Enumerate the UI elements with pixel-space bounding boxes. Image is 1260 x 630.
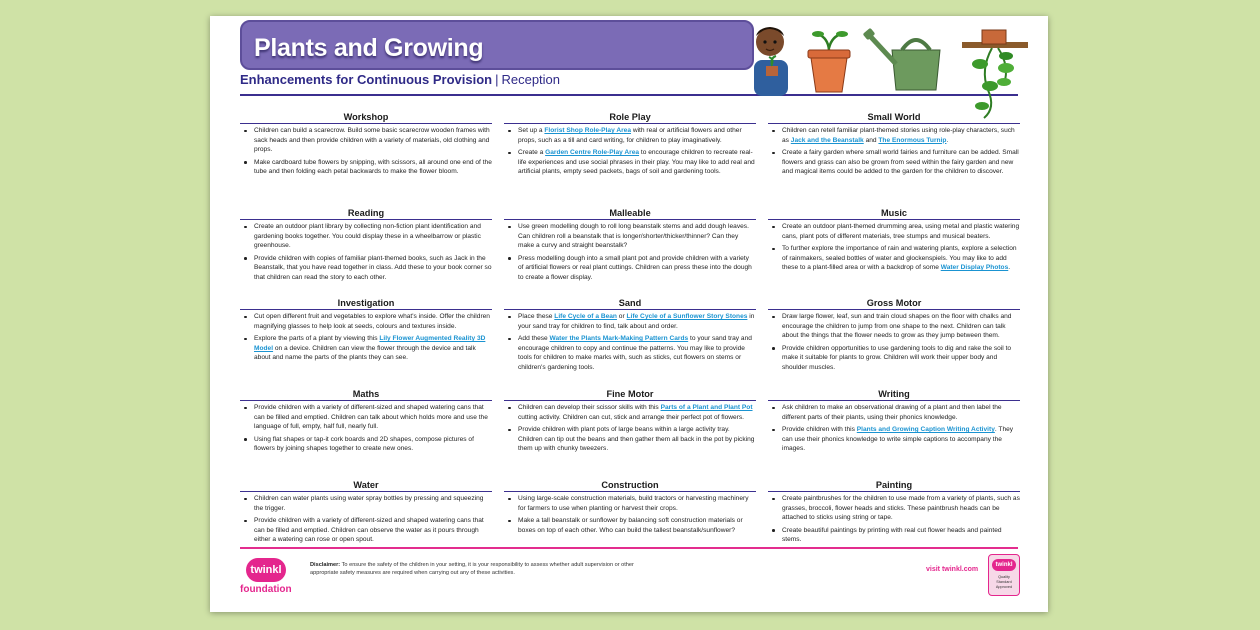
bullet-item xyxy=(504,334,756,372)
bullet-text: to your sand tray and encourage children to copy and continue the patterns. You may like to provide tools for children to make marks with, such as sticks, cut flowers on stems or children's gardening tools. xyxy=(518,335,752,371)
bullet-item xyxy=(240,222,492,251)
section-heading: Fine Motor xyxy=(504,388,756,401)
bullet-text: Press modelling dough into a small plant pot and provide children with a variety of artificial flowers or real plant cuttings. Children can press these into the dough to create a flower display. xyxy=(518,254,752,281)
bullet-text: in your sand tray for children to find, talk about and order. xyxy=(518,313,755,330)
footer-divider xyxy=(240,547,1018,549)
bullet-item xyxy=(768,494,1020,523)
bullet-list xyxy=(240,401,492,454)
resource-link[interactable]: Jack and the Beanstalk xyxy=(790,136,864,144)
section-gross-motor xyxy=(768,297,1020,376)
badge-logo-text: twinkl xyxy=(992,559,1016,571)
bullet-item xyxy=(504,148,756,177)
section-maths xyxy=(240,388,492,457)
bullet-text: Use green modelling dough to roll long beanstalk stems and add dough leaves. Can children roll a beanstalk that is longer/shorter/thicker/thinner? Can they make a curvy and straight beanstalk? xyxy=(518,223,749,250)
bullet-text: To further explore the importance of rain and watering plants, explore a selection of rainmakers, sealed bottles of water and glockenspiels. You may like to add these to a plant-filled area or with a backdrop of some xyxy=(782,245,1017,272)
section-painting xyxy=(768,479,1020,548)
disclaimer xyxy=(310,561,650,577)
disclaimer-label: Disclaimer: xyxy=(310,562,341,568)
logo-bottom-text: foundation xyxy=(240,584,292,595)
plant-pot-illustration xyxy=(804,20,854,96)
section-heading: Construction xyxy=(504,479,756,492)
bullet-list xyxy=(504,492,756,535)
bullet-item xyxy=(504,494,756,513)
bullet-text: or xyxy=(616,313,627,320)
bullet-item xyxy=(240,403,492,432)
bullet-item xyxy=(240,312,492,331)
bullet-text: Children can retell familiar plant-themed stories using role-play characters, such as xyxy=(782,127,1015,144)
section-heading: Sand xyxy=(504,297,756,310)
subtitle-stage: Reception xyxy=(501,72,561,87)
section-fine-motor xyxy=(504,388,756,457)
bullet-text: . xyxy=(946,136,949,144)
resource-link[interactable]: Lily Flower Augmented Reality 3D Model xyxy=(254,335,486,352)
bullet-item xyxy=(504,425,756,454)
section-music xyxy=(768,207,1020,276)
bullet-item xyxy=(240,494,492,513)
bullet-text: Draw large flower, leaf, sun and train cloud shapes on the floor with chalks and encourage the children to jump from one shape to the next. Children can talk about the things that the flower needs to grow as they jump between them. xyxy=(782,313,1012,340)
section-writing xyxy=(768,388,1020,457)
section-reading xyxy=(240,207,492,286)
section-heading: Reading xyxy=(240,207,492,220)
bullet-text: Children can develop their scissor skills with this xyxy=(518,404,661,411)
watering-can-illustration xyxy=(862,20,952,96)
bullet-text: Set up a xyxy=(518,127,545,134)
bullet-text: Provide children opportunities to use gardening tools to dig and rake the soil to make it suitable for plants to grow. Children will work their upper body and shoulder muscles. xyxy=(782,344,1012,371)
bullet-item xyxy=(768,425,1020,454)
bullet-item xyxy=(240,435,492,454)
activity-columns xyxy=(240,111,1020,547)
bullet-text: Create a fairy garden where small world fairies and furniture can be added. Small flowers and grass can also be grown from seed within the fairy garden and new and magical items could be added to the garden for the children to discover. xyxy=(782,149,1019,176)
bullet-text: Place these xyxy=(518,313,555,320)
logo-top-text: twinkl xyxy=(246,558,286,582)
bullet-list xyxy=(504,124,756,177)
bullet-text: Ask children to make an observational drawing of a plant and then label the different parts of their plants, using their phonics knowledge. xyxy=(782,404,1002,421)
quality-badge xyxy=(988,554,1020,596)
bullet-item xyxy=(504,254,756,283)
bullet-item xyxy=(504,222,756,251)
bullet-item xyxy=(768,344,1020,373)
bullet-item xyxy=(240,516,492,545)
bullet-list xyxy=(240,124,492,177)
bullet-text: Cut open different fruit and vegetables to explore what's inside. Offer the children magnifying glasses to help look at seeds, colours and textures inside. xyxy=(254,313,490,330)
bullet-item xyxy=(768,403,1020,422)
bullet-text: Create paintbrushes for the children to use made from a variety of plants, such as grasses, broccoli, flower heads and sticks. These paintbrush heads can be attached to sticks using string or tape. xyxy=(782,495,1020,522)
bullet-text: Make a tall beanstalk or sunflower by balancing soft construction materials or boxes on top of each other. Who can build the tallest beanstalk/sunflower? xyxy=(518,517,743,534)
bullet-item xyxy=(504,126,756,145)
bullet-text: Create beautiful paintings by printing with real cut flower heads and painted stems. xyxy=(782,526,1002,544)
twinkl-foundation-logo xyxy=(240,556,298,604)
bullet-item xyxy=(240,126,492,155)
disclaimer-text: To ensure the safety of the children in your setting, it is your responsibility to assess whether adult supervision or other appropriate safety measures are required when carrying out any of these activities. xyxy=(310,562,634,576)
bullet-text: Make cardboard tube flowers by snipping, with scissors, all around one end of the tube and then folding each petal backwards to make the flower bloom. xyxy=(254,158,492,176)
bullet-list xyxy=(504,310,756,373)
bullet-item xyxy=(768,312,1020,341)
section-heading: Gross Motor xyxy=(768,297,1020,310)
bullet-text: with real or artificial flowers and other props, such as a till and card writing, for children to play imaginatively. xyxy=(518,127,742,144)
bullet-text: Provide children with a variety of different-sized and shaped watering cans that can be filled and emptied. Children can observe the water as it pours through either a watering can rose or open spout. xyxy=(254,517,484,544)
resource-link[interactable]: The Enormous Turnip xyxy=(878,136,947,144)
bullet-item xyxy=(768,126,1020,145)
bullet-list xyxy=(768,310,1020,373)
bullet-text: Provide children with this xyxy=(782,426,857,434)
bullet-item xyxy=(240,334,492,363)
bullet-item xyxy=(768,244,1020,273)
section-workshop xyxy=(240,111,492,180)
page-title: Plants and Growing xyxy=(254,34,484,62)
resource-link[interactable]: Life Cycle of a Bean xyxy=(554,313,617,320)
document-page xyxy=(210,16,1048,612)
bullet-text: on a device. Children can view the flower through the device and talk about and name the parts of the plants they can see. xyxy=(254,344,476,362)
bullet-text: Children can build a scarecrow. Build some basic scarecrow wooden frames with sack heads and then provide children with a variety of materials, old clothing and props. xyxy=(254,127,490,154)
section-heading: Maths xyxy=(240,388,492,401)
bullet-text: Create a xyxy=(518,149,546,157)
bullet-text: Explore the parts of a plant by viewing this xyxy=(254,335,380,343)
bullet-list xyxy=(240,310,492,363)
section-construction xyxy=(504,479,756,538)
bullet-text: Provide children with plant pots of large beans within a large activity tray. Children can tip out the beans and then gather them all back in the pot by picking them up with chunky tweezers. xyxy=(518,426,755,453)
hanging-plant-illustration xyxy=(962,20,1028,120)
subtitle-main: Enhancements for Continuous Provision xyxy=(240,72,493,87)
bullet-text: Using flat shapes or tap-it cork boards and 2D shapes, compose pictures of flowers by joining shapes together to create new ones. xyxy=(254,435,474,453)
title-banner xyxy=(240,20,754,70)
section-heading: Small World xyxy=(768,111,1020,124)
bullet-text: Create an outdoor plant library by collecting non-fiction plant identification and gardening books together. You could display these in a wheelbarrow or plastic greenhouse. xyxy=(254,223,481,250)
section-role-play xyxy=(504,111,756,180)
resource-link[interactable]: Parts of a Plant and Plant Pot xyxy=(660,404,753,411)
bullet-list xyxy=(504,401,756,454)
section-small-world xyxy=(768,111,1020,180)
bullet-text: cutting activity. Children can cut, stick and arrange their perfect pot of flowers. xyxy=(518,413,745,421)
bullet-item xyxy=(240,158,492,177)
section-heading: Music xyxy=(768,207,1020,220)
bullet-list xyxy=(768,220,1020,273)
resource-link[interactable]: Florist Shop Role-Play Area xyxy=(544,127,631,134)
bullet-text: Provide children with a variety of different-sized and shaped watering cans that can be filled and emptied. Children can talk about which holds more and use the language of full, empty, half full, nearly full. xyxy=(254,404,488,431)
section-investigation xyxy=(240,297,492,366)
resource-link[interactable]: Water Display Photos xyxy=(940,264,1009,272)
section-water xyxy=(240,479,492,548)
bullet-text: Add these xyxy=(518,335,550,343)
resource-link[interactable]: Plants and Growing Caption Writing Activity xyxy=(856,426,995,434)
section-heading: Writing xyxy=(768,388,1020,401)
bullet-item xyxy=(504,403,756,422)
section-malleable xyxy=(504,207,756,286)
bullet-list xyxy=(240,492,492,545)
bullet-text: Using large-scale construction materials, build tractors or harvesting machinery for farmers to use when planting or harvest their crops. xyxy=(518,495,749,512)
bullet-list xyxy=(768,401,1020,454)
section-heading: Investigation xyxy=(240,297,492,310)
bullet-text: . xyxy=(1008,264,1011,272)
resource-link[interactable]: Water the Plants Mark-Making Pattern Cards xyxy=(549,335,689,343)
bullet-item xyxy=(768,526,1020,545)
resource-link[interactable]: Garden Centre Role-Play Area xyxy=(545,149,640,157)
section-heading: Malleable xyxy=(504,207,756,220)
bullet-text: to encourage children to recreate real-life experiences and use social phrases in their play. You may like to add real and artificial plants, empty seed packets, bags of soil and gardening tools. xyxy=(518,149,755,176)
bullet-text: Provide children with copies of familiar plant-themed books, such as Jack in the Beanstalk, that you have read together in class. Add these to your book corner so that children can read the story to each other. xyxy=(254,254,492,281)
bullet-text: and xyxy=(863,136,879,144)
section-heading: Role Play xyxy=(504,111,756,124)
bullet-item xyxy=(240,254,492,283)
subtitle xyxy=(240,72,560,87)
badge-caption: Quality Standard Approved xyxy=(995,575,1013,589)
bullet-text: Children can water plants using water spray bottles by pressing and squeezing the trigger. xyxy=(254,495,484,512)
bullet-list xyxy=(240,220,492,283)
bullet-list xyxy=(504,220,756,283)
section-heading: Water xyxy=(240,479,492,492)
bullet-list xyxy=(768,492,1020,545)
bullet-item xyxy=(504,312,756,331)
section-heading: Workshop xyxy=(240,111,492,124)
visit-link[interactable]: visit twinkl.com xyxy=(926,566,979,573)
bullet-item xyxy=(504,516,756,535)
subtitle-separator: | xyxy=(495,72,499,87)
bullet-text: Create an outdoor plant-themed drumming area, using metal and plastic watering cans, plant pots of different materials, tree stumps and musical beaters. xyxy=(782,223,1020,240)
child-with-seedling-illustration xyxy=(740,20,800,96)
section-sand xyxy=(504,297,756,376)
bullet-item xyxy=(768,148,1020,177)
bullet-text: . They can use their phonics knowledge to write simple captions to accompany the images. xyxy=(782,426,1014,453)
resource-link[interactable]: Life Cycle of a Sunflower Story Stones xyxy=(626,313,748,320)
bullet-item xyxy=(768,222,1020,241)
section-heading: Painting xyxy=(768,479,1020,492)
bullet-list xyxy=(768,124,1020,177)
